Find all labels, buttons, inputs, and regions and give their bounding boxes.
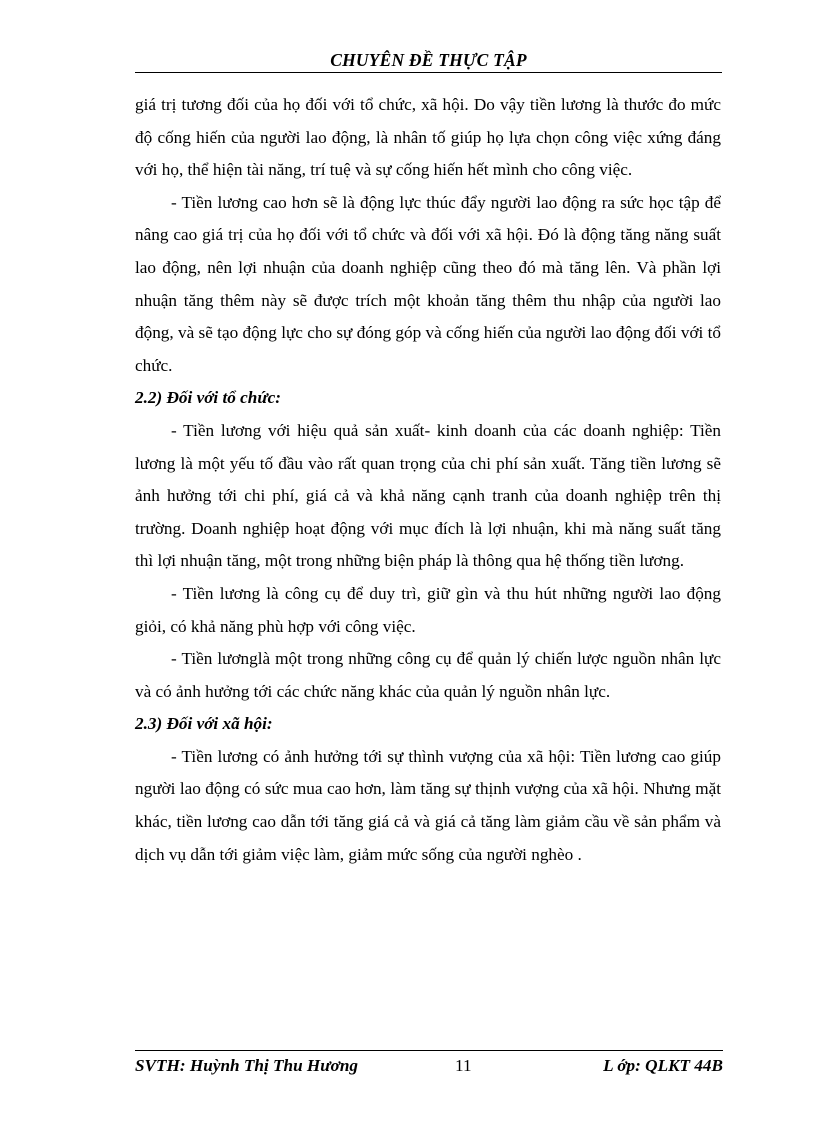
- paragraph: giá trị tương đối của họ đối với tổ chức, xã hội. Do vậy tiền lương là thước đo mức độ cống hiến của người lao động, là nhân tố giúp họ lựa chọn công việc xứng đáng với họ, thể hiện tài năng, trí tuệ và sự cống hiến hết mình cho công việc.: [135, 95, 721, 180]
- document-body: [135, 89, 721, 871]
- footer-class: L ớp: QLKT 44B: [603, 1056, 723, 1075]
- page-header: [135, 48, 722, 73]
- page-footer: [135, 1050, 723, 1081]
- page-number: 11: [455, 1056, 472, 1075]
- paragraph: - Tiền lươnglà một trong những công cụ để quản lý chiến lược nguồn nhân lực và có ảnh hưởng tới các chức năng khác của quản lý nguồn nhân lực.: [135, 649, 721, 701]
- document-title: CHUYÊN ĐỀ THỰC TẬP: [330, 50, 527, 70]
- paragraph: - Tiền lương là công cụ để duy trì, giữ gìn và thu hút những người lao động giỏi, có khả năng phù hợp với công việc.: [135, 583, 721, 636]
- paragraph: - Tiền lương có ảnh hưởng tới sự thình vượng của xã hội: Tiền lương cao giúp người lao động có sức mua cao hơn, làm tăng sự thịnh vượng của xã hội. Nhưng mặt khác, tiền lương cao dẫn tới tăng giá cả và giá cả tăng làm giảm cầu về sản phẩm và dịch vụ dẫn tới giảm việc làm, giảm mức sống của người nghèo .: [135, 746, 721, 864]
- footer-author: SVTH: Huỳnh Thị Thu Hương: [135, 1056, 358, 1075]
- section-heading: 2.2) Đối với tổ chức:: [135, 388, 282, 408]
- paragraph: - Tiền lương cao hơn sẽ là động lực thúc đẩy người lao động ra sức học tập để nâng cao giá trị của họ đối với tổ chức và đối với xã hội. Đó là động tăng năng suất lao động, nên lợi nhuận của doanh nghiệp cũng theo đó mà tăng lên. Và phần lợi nhuận tăng thêm này sẽ được trích một khoản tăng thêm thu nhập của người lao động, và sẽ tạo động lực cho sự đóng góp và cống hiến của người lao động đối với tổ chức.: [135, 192, 721, 375]
- paragraph: - Tiền lương với hiệu quả sản xuất- kinh doanh của các doanh nghiệp: Tiền lương là một yếu tố đầu vào rất quan trọng của chi phí sản xuất. Tăng tiền lương sẽ ảnh hưởng tới chi phí, giá cả và khả năng cạnh tranh của doanh nghiệp trên thị trường. Doanh nghiệp hoạt động với mục đích là lợi nhuận, khi mà năng suất tăng thì lợi nhuận tăng, một trong những biện pháp là thông qua hệ thống tiền lương.: [135, 420, 721, 571]
- section-heading: 2.3) Đối với xã hội:: [135, 714, 273, 734]
